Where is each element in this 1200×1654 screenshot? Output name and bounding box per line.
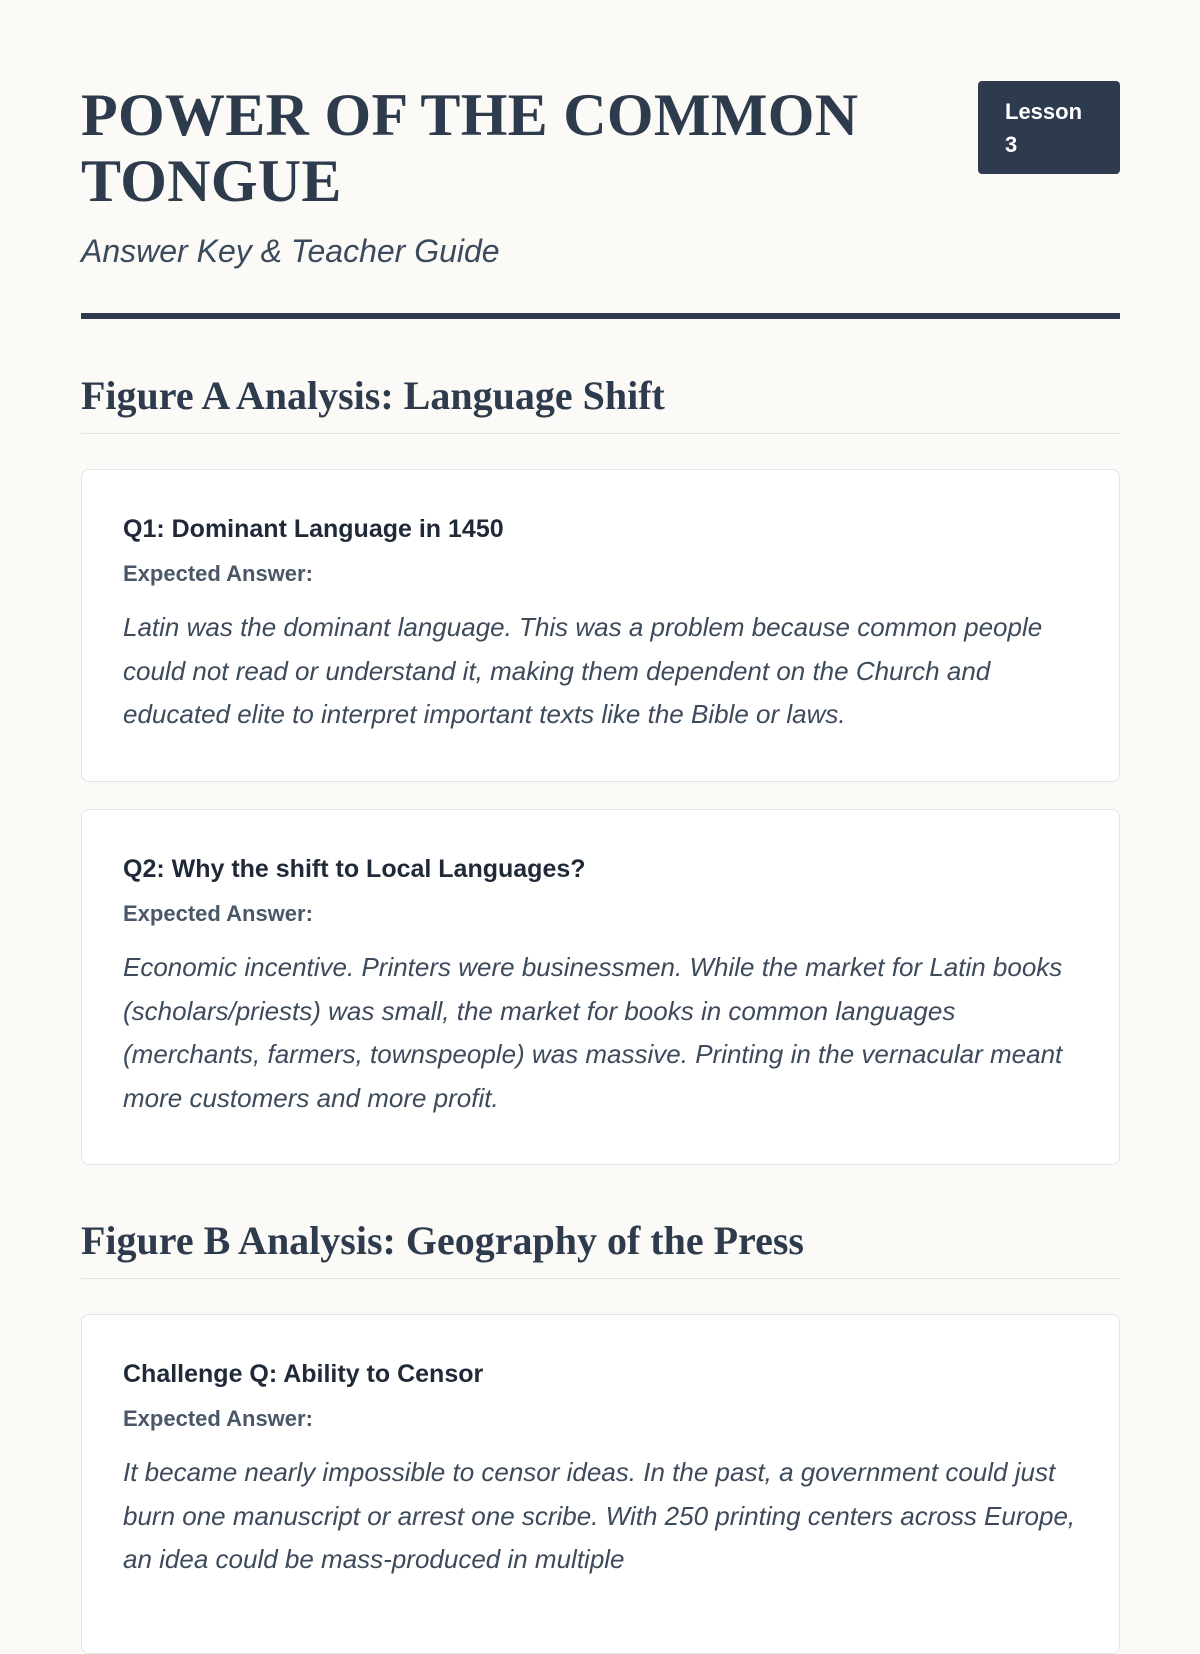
question-card-q2 [81, 809, 1120, 1165]
page-title: POWER OF THE COMMON TONGUE [81, 82, 859, 214]
question-card-q1 [81, 469, 1120, 782]
expected-answer-label: Expected Answer: [123, 901, 313, 926]
question-card-challenge [81, 1314, 1120, 1654]
section-title-figure-b: Figure B Analysis: Geography of the Press [81, 1217, 1120, 1279]
question-title: Challenge Q: Ability to Censor [123, 1360, 484, 1388]
page-subtitle: Answer Key & Teacher Guide [81, 233, 500, 269]
section-title-figure-a: Figure A Analysis: Language Shift [81, 372, 1120, 434]
header-divider [81, 313, 1120, 319]
expected-answer-text: It became nearly impossible to censor ideas. In the past, a government could just burn one manuscript or arrest one scribe. With 250 printing centers across Europe, an idea could be mass-produced in multiple [123, 1457, 1076, 1574]
expected-answer-text: Economic incentive. Printers were businessmen. While the market for Latin books (scholars/priests) was small, the market for books in common languages (merchants, farmers, townspeople) was massive. Printing in the vernacular meant more customers and more profit. [123, 952, 1063, 1113]
expected-answer-label: Expected Answer: [123, 1406, 313, 1431]
page-header [81, 0, 1120, 269]
question-title: Q1: Dominant Language in 1450 [123, 515, 504, 543]
lesson-badge: Lesson 3 [978, 81, 1120, 174]
expected-answer-text: Latin was the dominant language. This was a problem because common people could not read or understand it, making them dependent on the Church and educated elite to interpret important texts like the Bible or laws. [123, 612, 1043, 729]
question-title: Q2: Why the shift to Local Languages? [123, 855, 586, 883]
expected-answer-label: Expected Answer: [123, 561, 313, 586]
